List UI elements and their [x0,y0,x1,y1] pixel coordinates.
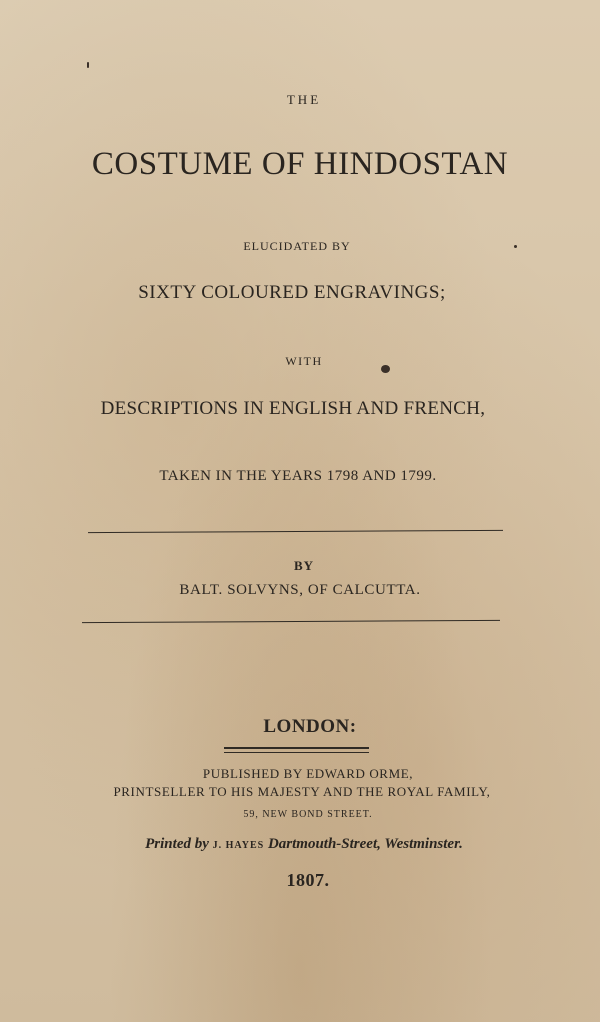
divider-rule-bottom [82,620,500,623]
printed-suffix: Dartmouth-Street, Westminster. [267,836,463,852]
printer-line [4,836,600,853]
address-line: 59, NEW BOND STREET. [243,809,373,820]
double-rule [224,747,369,753]
author-line: BALT. SOLVYNS, OF CALCUTTA. [179,582,421,598]
the-line: THE [286,92,322,107]
years-line: TAKEN IN THE YEARS 1798 AND 1799. [159,468,437,484]
publication-year: 1807. [286,870,330,890]
publisher-line: PUBLISHED BY EDWARD ORME, [202,766,414,781]
imprint-city: LONDON: [263,716,357,737]
divider-rule-top [88,530,503,533]
printer-name: J. HAYES [212,840,265,851]
book-title: COSTUME OF HINDOSTAN [91,146,509,182]
ink-speck [87,62,89,68]
engravings-line: SIXTY COLOURED ENGRAVINGS; [138,282,446,303]
with-line: WITH [285,354,323,368]
descriptions-line: DESCRIPTIONS IN ENGLISH AND FRENCH, [100,398,486,419]
ink-speck [514,245,517,248]
printed-prefix: Printed by [145,836,209,852]
ink-speck [381,365,390,373]
elucidated-line: ELUCIDATED BY [243,239,351,253]
by-line: BY [293,558,315,573]
printseller-line: PRINTSELLER TO HIS MAJESTY AND THE ROYAL FAMILY, [113,784,491,799]
